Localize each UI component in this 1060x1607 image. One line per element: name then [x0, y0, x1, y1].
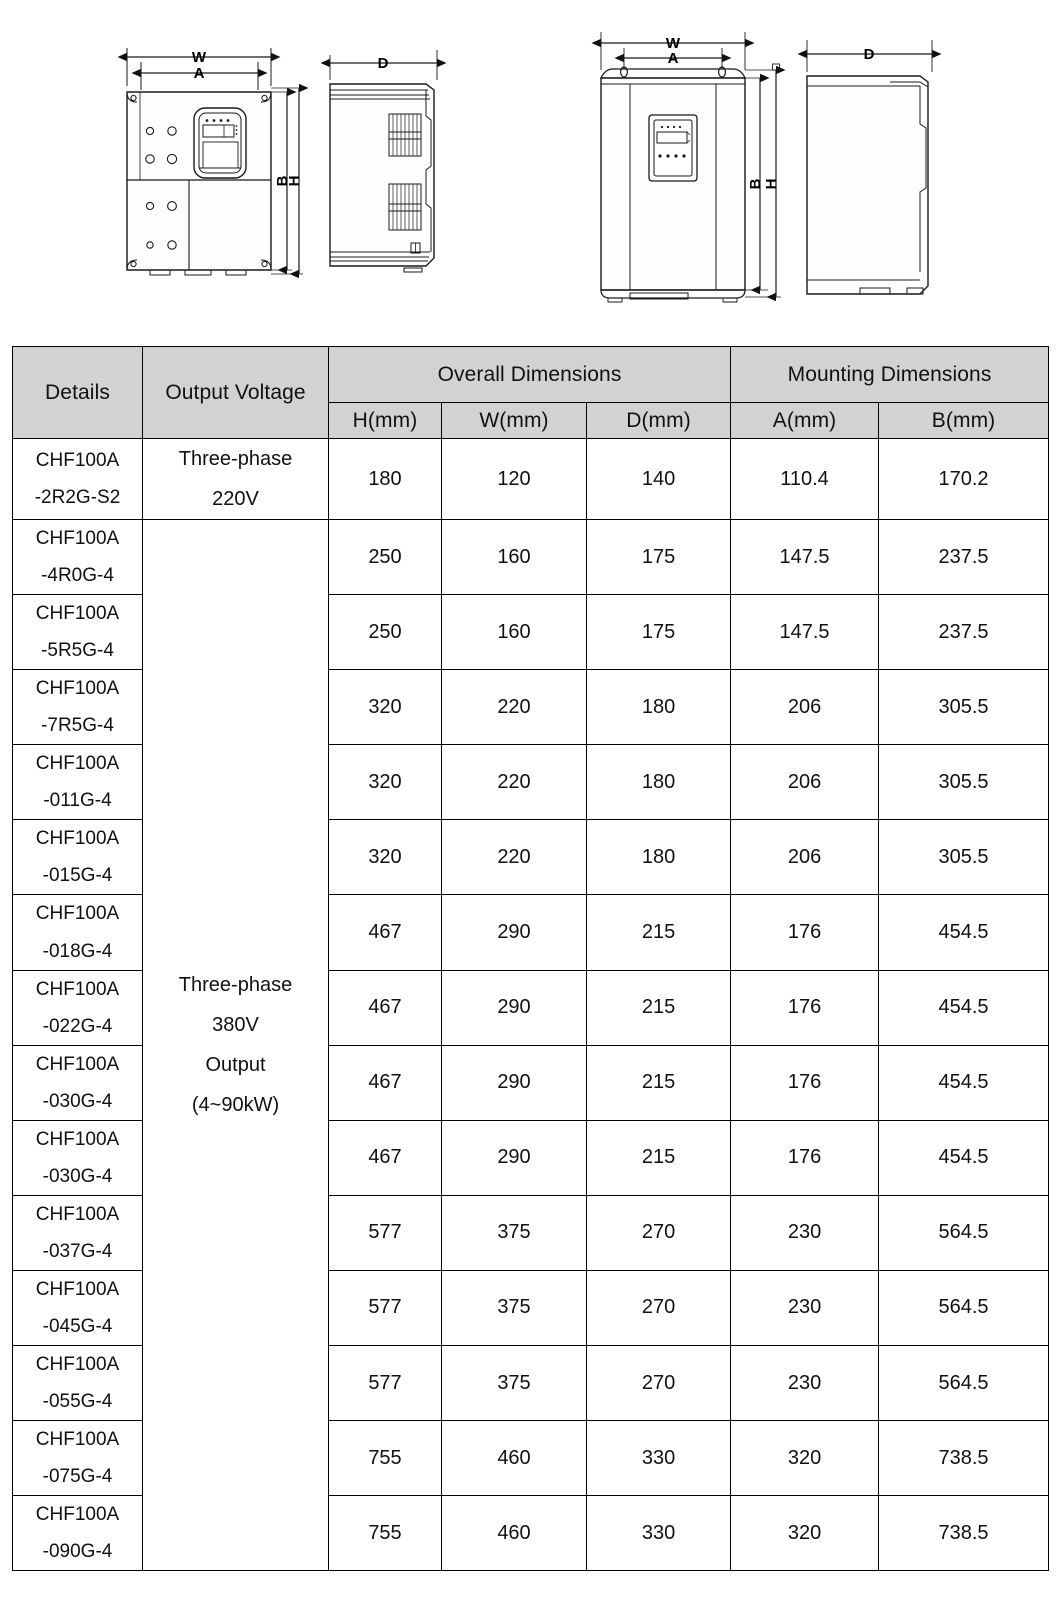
- cell-width: 160: [442, 520, 587, 595]
- model-line-1: CHF100A: [35, 903, 120, 925]
- large-side-body: [807, 76, 928, 294]
- cell-mount-a: 230: [731, 1270, 879, 1345]
- cell-model: [13, 970, 143, 1045]
- cell-mount-a: 206: [731, 745, 879, 820]
- header-overall-dimensions: Overall Dimensions: [329, 347, 731, 403]
- model-line-1: CHF100A: [35, 828, 120, 850]
- header-d-mm: D(mm): [587, 403, 731, 439]
- cell-output-voltage: [143, 520, 329, 1571]
- cell-height: 467: [329, 970, 442, 1045]
- cell-model: [13, 820, 143, 895]
- technical-drawings-area: [0, 0, 1060, 340]
- cell-mount-b: 564.5: [879, 1195, 1049, 1270]
- cell-height: 577: [329, 1270, 442, 1345]
- model-line-1: CHF100A: [35, 603, 120, 625]
- model-line-1: CHF100A: [35, 1504, 120, 1526]
- large-front-label-b: B: [747, 178, 764, 190]
- model-line-2: -7R5G-4: [41, 715, 114, 737]
- cell-mount-b: 305.5: [879, 670, 1049, 745]
- header-h-mm: H(mm): [329, 403, 442, 439]
- table-body: [13, 439, 1049, 1571]
- cell-width: 160: [442, 595, 587, 670]
- cell-mount-b: 738.5: [879, 1496, 1049, 1571]
- header-mounting-dimensions: Mounting Dimensions: [731, 347, 1049, 403]
- cell-mount-a: 230: [731, 1195, 879, 1270]
- cell-height: 467: [329, 1120, 442, 1195]
- table-header: [13, 347, 1049, 439]
- cell-depth: 270: [587, 1346, 731, 1421]
- cell-mount-a: 206: [731, 670, 879, 745]
- cell-height: 467: [329, 1045, 442, 1120]
- cell-width: 460: [442, 1421, 587, 1496]
- cell-height: 320: [329, 820, 442, 895]
- cell-mount-b: 454.5: [879, 1120, 1049, 1195]
- specification-table-container: [12, 346, 1048, 1571]
- cell-mount-a: 110.4: [731, 439, 879, 520]
- large-unit-keypad-bezel: [649, 115, 697, 181]
- cell-height: 250: [329, 520, 442, 595]
- header-row-top: [13, 347, 1049, 403]
- cell-width: 290: [442, 970, 587, 1045]
- cell-mount-b: 564.5: [879, 1346, 1049, 1421]
- model-line-2: -011G-4: [43, 790, 112, 812]
- model-line-2: -030G-4: [42, 1090, 113, 1112]
- cell-height: 577: [329, 1346, 442, 1421]
- cell-mount-a: 320: [731, 1496, 879, 1571]
- model-line-2: -015G-4: [42, 865, 113, 887]
- cell-height: 320: [329, 745, 442, 820]
- small-front-label-h: H: [286, 175, 303, 187]
- model-line-1: CHF100A: [35, 1128, 120, 1150]
- model-line-2: -045G-4: [42, 1315, 113, 1337]
- dimensions-table: [12, 346, 1049, 1571]
- voltage-line-1: Three-phase: [178, 974, 293, 997]
- large-unit-side-view: [807, 40, 932, 294]
- large-front-label-w: W: [665, 35, 681, 52]
- voltage-line-1: Three-phase: [178, 448, 293, 470]
- model-line-1: CHF100A: [35, 978, 120, 1000]
- cell-depth: 270: [587, 1270, 731, 1345]
- header-a-mm: A(mm): [731, 403, 879, 439]
- model-line-2: -055G-4: [42, 1391, 113, 1413]
- cell-depth: 330: [587, 1496, 731, 1571]
- cell-height: 755: [329, 1496, 442, 1571]
- cell-mount-a: 320: [731, 1421, 879, 1496]
- cell-depth: 180: [587, 820, 731, 895]
- large-side-label-d: D: [863, 46, 875, 63]
- table-row: [13, 439, 1049, 520]
- cell-model: [13, 1045, 143, 1120]
- drawings-svg: [0, 0, 1060, 340]
- header-details: Details: [13, 347, 143, 439]
- cell-width: 120: [442, 439, 587, 520]
- small-side-label-d: D: [377, 55, 389, 72]
- model-line-1: CHF100A: [35, 449, 120, 471]
- model-line-1: CHF100A: [35, 1354, 120, 1376]
- model-line-1: CHF100A: [35, 528, 120, 549]
- cell-mount-b: 454.5: [879, 1045, 1049, 1120]
- cell-model: [13, 670, 143, 745]
- cell-depth: 180: [587, 670, 731, 745]
- cell-model: [13, 1421, 143, 1496]
- cell-depth: 330: [587, 1421, 731, 1496]
- model-line-1: CHF100A: [35, 1429, 120, 1451]
- header-w-mm: W(mm): [442, 403, 587, 439]
- cell-depth: 215: [587, 1120, 731, 1195]
- cell-model: [13, 439, 143, 520]
- cell-model: [13, 595, 143, 670]
- cell-width: 220: [442, 670, 587, 745]
- header-output-voltage: Output Voltage: [143, 347, 329, 439]
- cell-width: 220: [442, 745, 587, 820]
- cell-width: 460: [442, 1496, 587, 1571]
- cell-depth: 175: [587, 520, 731, 595]
- cell-mount-a: 176: [731, 1045, 879, 1120]
- cell-width: 290: [442, 895, 587, 970]
- small-front-label-w: W: [191, 49, 207, 66]
- cell-width: 375: [442, 1195, 587, 1270]
- header-b-mm: B(mm): [879, 403, 1049, 439]
- large-unit-front-view: [601, 32, 781, 302]
- model-line-1: CHF100A: [35, 1053, 120, 1075]
- model-line-1: CHF100A: [35, 753, 120, 775]
- small-unit-side-view: [330, 50, 437, 272]
- cell-mount-b: 305.5: [879, 820, 1049, 895]
- cell-depth: 175: [587, 595, 731, 670]
- cell-depth: 270: [587, 1195, 731, 1270]
- cell-depth: 215: [587, 970, 731, 1045]
- large-front-label-h: H: [763, 178, 780, 190]
- cell-width: 290: [442, 1120, 587, 1195]
- cell-mount-a: 230: [731, 1346, 879, 1421]
- cell-height: 250: [329, 595, 442, 670]
- cell-width: 220: [442, 820, 587, 895]
- small-side-body: [330, 84, 434, 266]
- cell-mount-a: 206: [731, 820, 879, 895]
- cell-height: 467: [329, 895, 442, 970]
- cell-mount-b: 564.5: [879, 1270, 1049, 1345]
- small-unit-front-view: [127, 48, 303, 275]
- model-line-2: -075G-4: [42, 1466, 113, 1488]
- cell-mount-a: 176: [731, 1120, 879, 1195]
- cell-mount-b: 454.5: [879, 895, 1049, 970]
- large-front-label-a: A: [667, 50, 679, 67]
- cell-model: [13, 1270, 143, 1345]
- large-front-body: [601, 78, 745, 290]
- cell-mount-a: 147.5: [731, 520, 879, 595]
- cell-mount-b: 454.5: [879, 970, 1049, 1045]
- cell-model: [13, 1346, 143, 1421]
- cell-height: 320: [329, 670, 442, 745]
- cell-mount-a: 176: [731, 970, 879, 1045]
- cell-mount-a: 147.5: [731, 595, 879, 670]
- cell-depth: 180: [587, 745, 731, 820]
- small-front-label-a: A: [193, 65, 205, 82]
- cell-depth: 215: [587, 895, 731, 970]
- model-line-2: -090G-4: [42, 1541, 113, 1563]
- voltage-line-4: (4~90kW): [191, 1094, 280, 1117]
- cell-width: 375: [442, 1270, 587, 1345]
- cell-mount-a: 176: [731, 895, 879, 970]
- model-line-1: CHF100A: [35, 678, 120, 700]
- cell-width: 290: [442, 1045, 587, 1120]
- cell-depth: 215: [587, 1045, 731, 1120]
- model-line-1: CHF100A: [35, 1203, 120, 1225]
- cell-width: 375: [442, 1346, 587, 1421]
- model-line-2: -018G-4: [42, 940, 113, 962]
- voltage-line-3: Output: [205, 1054, 266, 1077]
- cell-model: [13, 1195, 143, 1270]
- small-front-label-b: B: [274, 175, 291, 187]
- cell-mount-b: 170.2: [879, 439, 1049, 520]
- table-row: [13, 520, 1049, 595]
- cell-model: [13, 1120, 143, 1195]
- cell-model: [13, 895, 143, 970]
- cell-mount-b: 237.5: [879, 595, 1049, 670]
- model-line-2: -022G-4: [42, 1015, 113, 1037]
- cell-output-voltage: [143, 439, 329, 520]
- cell-mount-b: 305.5: [879, 745, 1049, 820]
- cell-height: 755: [329, 1421, 442, 1496]
- model-line-2: -5R5G-4: [41, 640, 114, 662]
- cell-mount-b: 738.5: [879, 1421, 1049, 1496]
- cell-height: 180: [329, 439, 442, 520]
- voltage-line-2: 220V: [212, 488, 259, 510]
- cell-model: [13, 1496, 143, 1571]
- cell-model: [13, 745, 143, 820]
- voltage-line-2: 380V: [212, 1014, 259, 1037]
- model-line-2: -4R0G-4: [41, 565, 114, 587]
- cell-model: [13, 520, 143, 595]
- cell-depth: 140: [587, 439, 731, 520]
- model-line-2: -037G-4: [42, 1240, 113, 1262]
- cell-mount-b: 237.5: [879, 520, 1049, 595]
- model-line-2: -030G-4: [42, 1165, 113, 1187]
- model-line-1: CHF100A: [35, 1278, 120, 1300]
- cell-height: 577: [329, 1195, 442, 1270]
- model-line-2: -2R2G-S2: [34, 487, 121, 508]
